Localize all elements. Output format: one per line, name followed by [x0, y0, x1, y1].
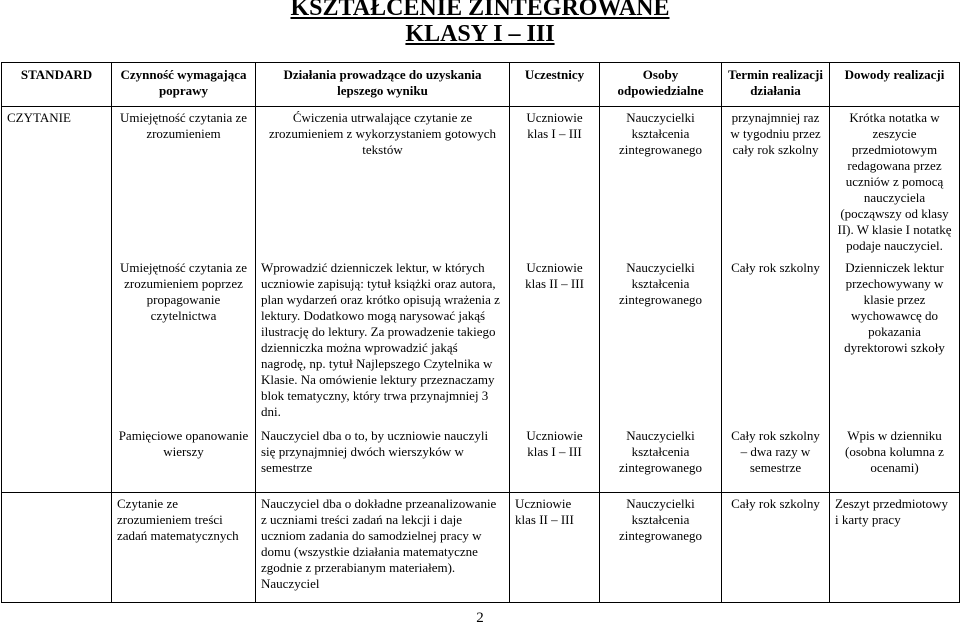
cell-osoby: Nauczycielki kształcenia zintegrowanego	[618, 110, 703, 157]
cell-termin: przynajmniej raz w tygodniu przez cały rok szkolny	[730, 110, 821, 157]
cell-uczestnicy: Uczniowie klas II – III	[510, 493, 600, 603]
cell-dowody: Krótka notatka w zeszycie przedmiotowym redagowana przez uczniów z pomocą nauczyciela (począwszy od klasy II). W klasie I notatkę podaje nauczyciel.	[837, 110, 952, 253]
cell-uczestnicy: Uczniowie klas I – III	[526, 110, 583, 141]
cell-czynnosc: Czytanie ze zrozumieniem treści zadań matematycznych	[112, 493, 256, 603]
table-header-row	[2, 63, 960, 107]
cell-termin: Cały rok szkolny	[731, 260, 820, 275]
cell-czynnosc: Umiejętność czytania ze zrozumieniem	[119, 110, 248, 141]
cell-osoby: Nauczycielki kształcenia zintegrowanego	[600, 493, 722, 603]
cell-termin: Cały rok szkolny – dwa razy w semestrze	[731, 428, 820, 475]
document-subtitle: KLASY I – III	[405, 21, 555, 47]
cell-termin: Cały rok szkolny	[722, 493, 830, 603]
cell-dowody: Dzienniczek lektur przechowywany w klasie przez wychowawcę do pokazania dyrektorowi szkoły	[844, 260, 945, 355]
cell-dowody: Zeszyt przedmiotowy i karty pracy	[830, 493, 960, 603]
cell-dzialania: Ćwiczenia utrwalające czytanie ze zrozumieniem z wykorzystaniem gotowych tekstów	[268, 110, 497, 157]
header-standard: STANDARD	[2, 63, 112, 107]
cell-czynnosc: Umiejętność czytania ze zrozumieniem poprzez propagowanie czytelnictwa	[119, 260, 248, 323]
header-uczestnicy: Uczestnicy	[510, 63, 600, 107]
header-dzialania: Działania prowadzące do uzyskania lepszego wyniku	[256, 63, 510, 107]
cell-uczestnicy: Uczniowie klas II – III	[525, 260, 584, 291]
cell-dzialania: Wprowadzić dzienniczek lektur, w których uczniowie zapisują: tytuł książki oraz autora, plan wydarzeń oraz krótko opisują wrażenia z lektury. Dodatkowo mogą narysować jakąś ilustrację do lektury. Za prowadzenie takiego dzienniczka można wprowadzić jakąś nagrodę, np. tytuł Najlepszego Czytelnika w Klasie. Na omówienie lektury przeznaczamy blok tematyczny, który trwa przynajmniej 3 dni.	[261, 260, 500, 419]
header-osoby: Osoby odpowiedzialne	[600, 63, 722, 107]
header-termin: Termin realizacji działania	[722, 63, 830, 107]
cell-uczestnicy: Uczniowie klas I – III	[526, 428, 583, 459]
table-row	[2, 107, 960, 493]
cell-dowody: Wpis w dzienniku (osobna kolumna z ocenami)	[845, 428, 944, 475]
page-number: 2	[476, 610, 484, 626]
cell-osoby: Nauczycielki kształcenia zintegrowanego	[618, 260, 703, 307]
improvement-plan-table	[1, 62, 960, 603]
cell-dzialania: Nauczyciel dba o to, by uczniowie nauczyli się przynajmniej dwóch wierszyków w semestrze	[261, 428, 489, 475]
header-dowody: Dowody realizacji	[830, 63, 960, 107]
cell-dzialania: Nauczyciel dba o dokładne przeanalizowanie z uczniami treści zadań na lekcji i daje uczniom zadania do samodzielnej pracy w domu (wszystkie działania matematyczne zgodnie z przerabianym materiałem). Nauczyciel	[256, 493, 510, 603]
header-czynnosc: Czynność wymagająca poprawy	[112, 63, 256, 107]
cell-osoby: Nauczycielki kształcenia zintegrowanego	[618, 428, 703, 475]
cell-standard	[2, 493, 112, 603]
cell-standard: CZYTANIE	[2, 107, 112, 493]
cell-czynnosc: Pamięciowe opanowanie wierszy	[118, 428, 249, 459]
document-title: KSZTAŁCENIE ZINTEGROWANE	[290, 0, 670, 21]
table-row	[2, 493, 960, 603]
